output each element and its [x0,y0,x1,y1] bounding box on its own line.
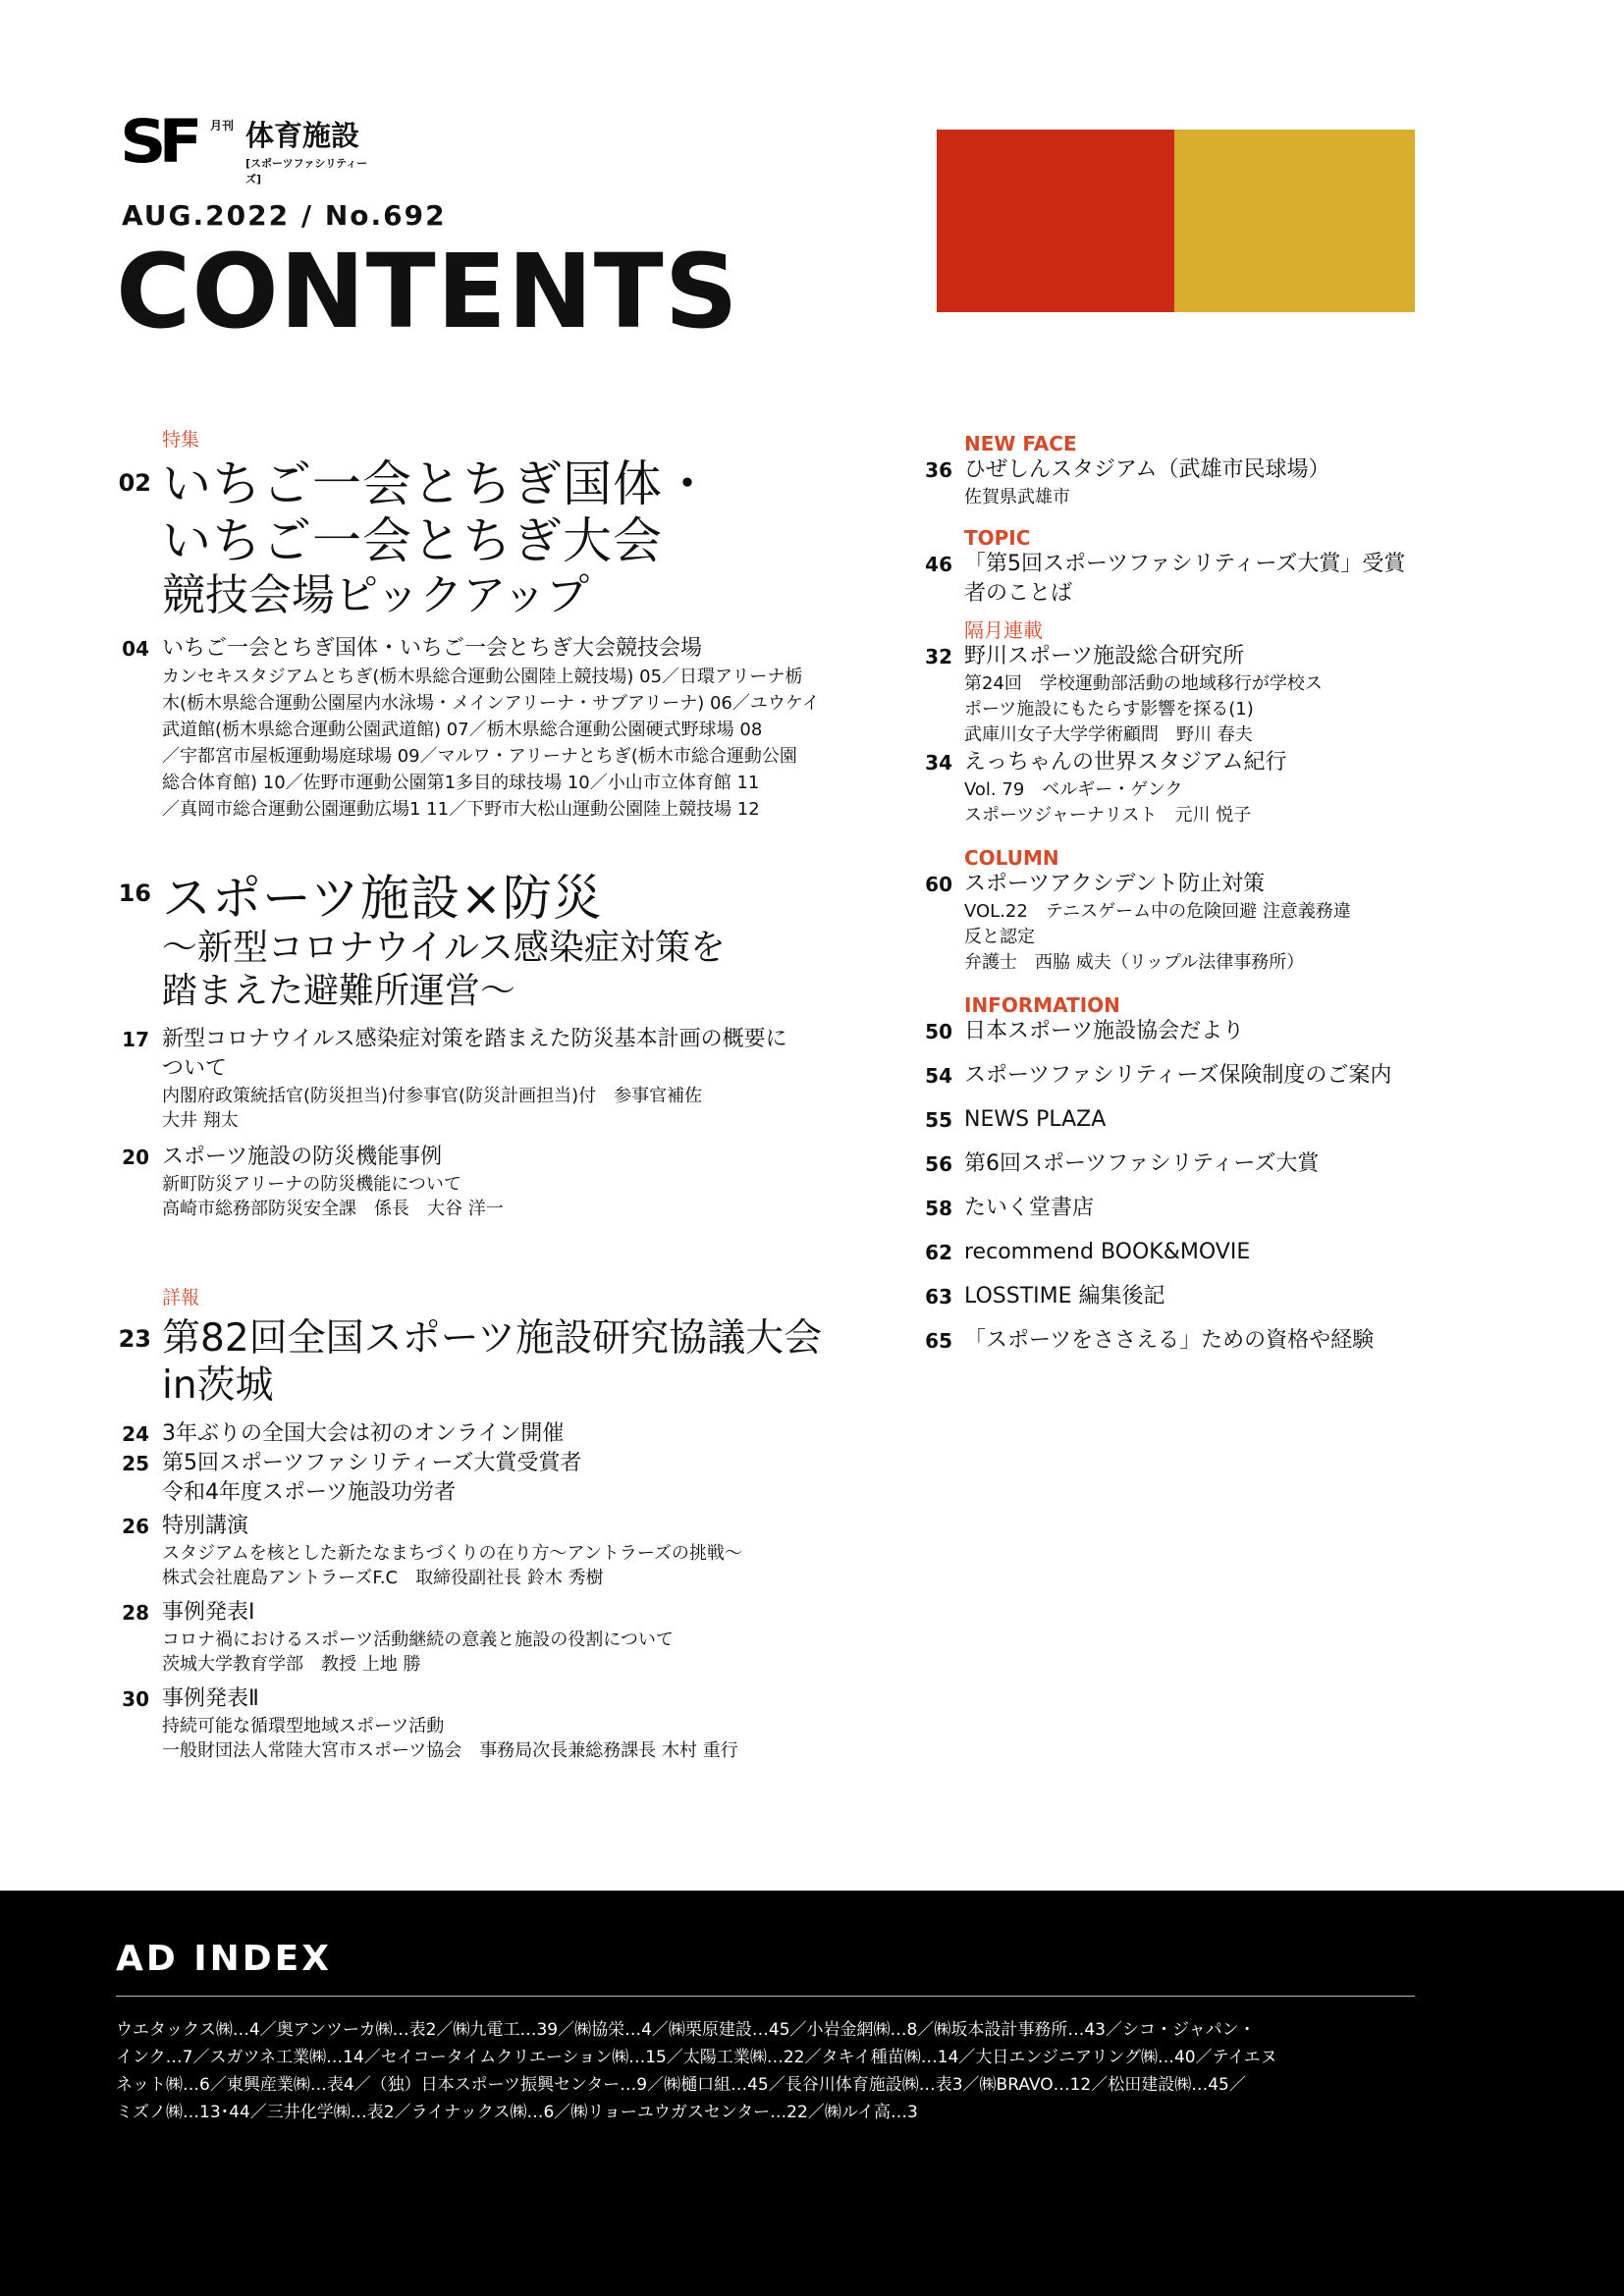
toc-entry[interactable] [923,748,1434,828]
feature-title-line: in茨城 [162,1363,274,1408]
entry-sub: 新町防災アリーナの防災機能について [162,1174,461,1195]
entry-title: たいく堂書店 [964,1196,1095,1220]
entry-title: 「第5回スポーツファシリティーズ大賞」受賞 [964,552,1406,576]
page-number: 16 [118,880,151,907]
entry-title: 野川スポーツ施設総合研究所 [964,644,1245,668]
page-number: 56 [925,1152,952,1176]
category-label: INFORMATION [964,993,1120,1017]
toc-entry[interactable] [923,455,1434,510]
toc-entry[interactable] [116,1684,882,1763]
ad-index-line: ミズノ㈱…13･44／三井化学㈱…表2／ライナックス㈱…6／㈱リョーユウガスセンター…22／㈱ルイ高…3 [116,2103,918,2122]
entry-sub: 高崎市総務部防災安全課 係長 大谷 洋一 [162,1199,504,1219]
entry-sub: 佐賀県武雄市 [964,487,1070,507]
toc-entry[interactable] [923,642,1434,748]
logo-sf: SF [120,107,195,177]
toc-entry[interactable] [923,550,1434,609]
ad-index-box [0,1891,1624,2296]
feature-title-line: いちご一会とちぎ国体・ [162,455,713,512]
category-label: NEW FACE [964,432,1077,455]
page-number: 26 [122,1515,149,1538]
yellow-color-block [1174,130,1415,312]
entry-sub: 持続可能な循環型地域スポーツ活動 [162,1716,445,1736]
ad-index-line: ウエタックス㈱…4／奥アンツーカ㈱…表2／㈱九電工…39／㈱協栄…4／㈱栗原建設…45／小岩金網㈱…8／㈱坂本設計事務所…43／シコ・ジャパン・ [116,2020,1256,2040]
ad-index-line: インク…7／スガツネ工業㈱…14／セイコータイムクリエーション㈱…15／太陽工業㈱…22／タキイ種苗㈱…14／大日エンジニアリング㈱…40／テイエヌ [116,2048,1277,2067]
page-number: 34 [925,751,952,774]
page-title: CONTENTS [116,232,739,351]
category-label: 隔月連載 [964,618,1043,642]
page-number: 63 [925,1285,952,1308]
entry-title: 新型コロナウイルス感染症対策を踏まえた防災基本計画の概要に [162,1027,787,1051]
entry-sub: 反と認定 [964,927,1035,947]
toc-entry[interactable] [116,1512,882,1590]
entry-sub: 武庫川女子大学学術顧問 野川 春夫 [964,724,1253,745]
toc-entry[interactable] [116,1025,882,1133]
entry-title: NEWS PLAZA [964,1107,1107,1132]
toc-entry[interactable] [923,1105,1434,1135]
logo-jp: 体育施設 [245,119,360,152]
toc-entry[interactable] [923,870,1434,976]
entry-title: 第5回スポーツファシリティーズ大賞受賞者 [162,1451,582,1475]
feature-title-line: 第82回全国スポーツ施設研究協議大会 [162,1316,823,1361]
entry-sub: ／真岡市総合運動公園運動広場1 11／下野市大松山運動公園陸上競技場 12 [162,799,760,820]
feature-title-line: ～新型コロナウイルス感染症対策を [162,928,726,968]
page-number: 32 [925,645,952,668]
feature-title-line: いちご一会とちぎ大会 [162,512,663,569]
page-number: 58 [925,1197,952,1220]
feature-title-line: 競技会場ピックアップ [162,570,590,620]
entry-sub: 木(栃木県総合運動公園屋内水泳場・メインアリーナ・サブアリーナ) 06／ユウケイ [162,693,820,714]
entry-sub: 弁護士 西脇 威夫（リップル法律事務所） [964,952,1305,973]
entry-sub: 株式会社鹿島アントラーズF.C 取締役副社長 鈴木 秀樹 [162,1568,604,1588]
entry-title: 令和4年度スポーツ施設功労者 [162,1480,457,1505]
page-number: 54 [925,1064,952,1088]
entry-title: 「スポーツをささえる」ための資格や経験 [964,1328,1375,1353]
category-label: TOPIC [964,526,1031,550]
page-number: 46 [925,553,952,576]
entry-title: 者のことば [964,581,1073,606]
red-color-block [937,130,1174,312]
feature-title-line: スポーツ施設×防災 [162,870,603,927]
toc-entry[interactable] [923,1017,1434,1046]
entry-title: スポーツアクシデント防止対策 [964,872,1266,896]
entry-sub: 総合体育館) 10／佐野市運動公園第1多目的球技場 10／小山市立体育館 11 [162,773,760,793]
category-label: 特集 [162,429,200,451]
entry-title: 第6回スポーツファシリティーズ大賞 [964,1151,1320,1176]
category-label: 詳報 [162,1287,200,1308]
entry-title: recommend BOOK&MOVIE [964,1240,1251,1264]
page-number: 36 [925,458,952,482]
toc-entry[interactable] [923,1194,1434,1223]
entry-title: スポーツ施設の防災機能事例 [162,1145,443,1169]
entry-sub: 内閣府政策統括官(防災担当)付参事官(防災計画担当)付 参事官補佐 [162,1086,703,1106]
right-column [923,432,1434,1356]
feature-heading[interactable] [116,455,882,622]
magazine-logo [120,107,375,186]
entry-title: ひぜしんスタジアム（武雄市民球場） [964,457,1330,482]
entry-title: 特別講演 [162,1514,249,1538]
page-number: 50 [925,1020,952,1043]
entry-sub: ポーツ施設にもたらす影響を探る(1) [964,699,1254,720]
page-number: 02 [118,469,151,497]
feature-title-line: 踏まえた避難所運営～ [162,971,516,1011]
entry-title: LOSSTIME 編集後記 [964,1284,1165,1308]
entry-title: 3年ぶりの全国大会は初のオンライン開催 [162,1421,565,1446]
toc-entry[interactable] [116,1598,882,1677]
page-number: 55 [925,1108,952,1132]
feature-heading[interactable] [116,870,882,1013]
entry-title: 事例発表Ⅱ [162,1686,259,1711]
page-number: 04 [122,637,149,661]
ad-index-heading: AD INDEX [116,1939,333,1979]
entry-sub: 武道館(栃木県総合運動公園武道館) 07／栃木県総合運動公園硬式野球場 08 [162,720,763,740]
entry-sub: スタジアムを核とした新たなまちづくりの在り方～アントラーズの挑戦～ [162,1543,742,1564]
category-label: COLUMN [964,846,1059,870]
ad-index-list [116,2016,1422,2126]
page-number: 25 [122,1452,149,1475]
page-number: 65 [925,1329,952,1353]
entry-sub: ／宇都宮市屋板運動場庭球場 09／マルワ・アリーナとちぎ(栃木市総合運動公園 [162,746,797,767]
page-number: 60 [925,873,952,896]
ad-index-line: ネット㈱…6／東興産業㈱…表4／（独）日本スポーツ振興センター…9／㈱樋口組…45／長谷川体育施設㈱…表3／㈱BRAVO…12／松田建設㈱…45／ [116,2075,1246,2095]
toc-entry[interactable] [923,1061,1434,1091]
toc-entry[interactable] [116,1143,882,1221]
entry-sub: 第24回 学校運動部活動の地域移行が学校ス [964,673,1323,694]
entry-title: スポーツファシリティーズ保険制度のご案内 [964,1063,1392,1088]
logo-sub: 月刊 [210,119,235,133]
toc-entry[interactable] [923,1149,1434,1179]
page-number: 62 [925,1241,952,1264]
entry-title: ついて [162,1056,228,1081]
toc-entry[interactable] [923,1282,1434,1311]
page-number: 24 [122,1422,149,1446]
entry-sub: スポーツジャーナリスト 元川 悦子 [964,805,1252,826]
entry-title: 日本スポーツ施設協会だより [964,1019,1245,1043]
toc-entry[interactable] [116,1419,882,1449]
toc-entry[interactable] [923,1238,1434,1267]
entry-sub: 一般財団法人常陸大宮市スポーツ協会 事務局次長兼総務課長 木村 重行 [162,1740,738,1761]
divider [116,1996,1415,1997]
toc-entry[interactable] [923,1326,1434,1356]
logo-small: [スポーツファシリティーズ] [245,157,368,186]
toc-entry[interactable] [116,634,882,823]
feature-section [116,1286,882,1763]
entry-title: いちご一会とちぎ国体・いちご一会とちぎ大会競技会場 [162,636,703,661]
page-number: 28 [122,1601,149,1625]
entry-sub: 茨城大学教育学部 教授 上地 勝 [162,1654,421,1675]
entry-sub: 大井 翔太 [162,1110,239,1131]
page-number: 20 [122,1146,149,1169]
entry-sub: コロナ禍におけるスポーツ活動継続の意義と施設の役割について [162,1629,674,1650]
page-number: 17 [122,1028,149,1051]
feature-heading[interactable] [116,1315,882,1410]
feature-section [116,870,882,1221]
page-number: 30 [122,1687,149,1711]
left-column [116,428,882,1763]
entry-sub: VOL.22 テニスゲーム中の危険回避 注意義務違 [964,901,1351,922]
issue-number: AUG.2022 / No.692 [122,199,447,232]
entry-title: 事例発表Ⅰ [162,1600,255,1625]
entry-title: えっちゃんの世界スタジアム紀行 [964,750,1287,774]
page-number: 23 [118,1325,151,1353]
entry-sub: カンセキスタジアムとちぎ(栃木県総合運動公園陸上競技場) 05／日環アリーナ栃 [162,667,803,687]
toc-entry[interactable] [116,1449,882,1508]
feature-section [116,428,882,823]
entry-sub: Vol. 79 ベルギー・ゲンク [964,779,1183,800]
